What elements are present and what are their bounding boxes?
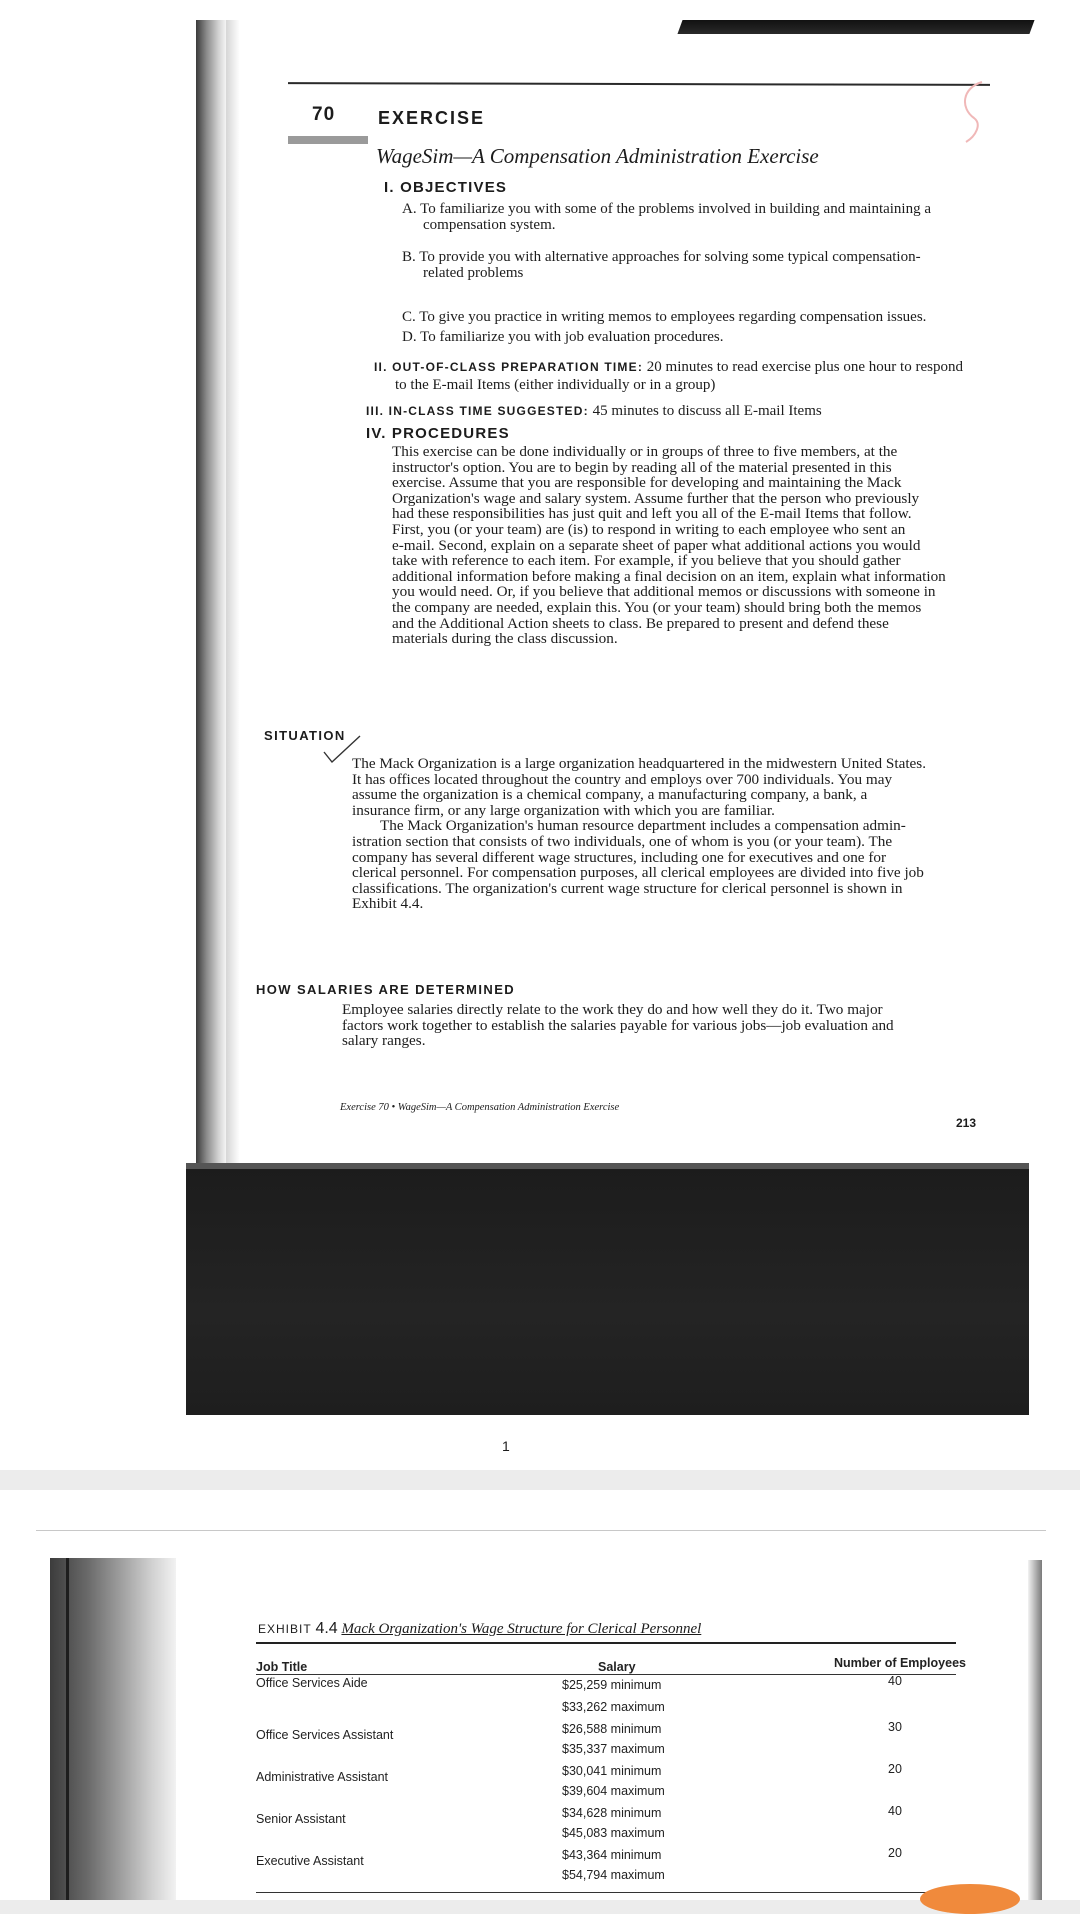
situation-line: assume the organization is a chemical company, a manufacturing company, a bank, a bbox=[352, 786, 868, 804]
objective-label: A. bbox=[402, 201, 417, 217]
exhibit-title bbox=[258, 1620, 701, 1638]
table-row-job-title: Executive Assistant bbox=[256, 1854, 364, 1868]
procedures-line: the company are needed, explain this. You (or your team) should bring both the memos bbox=[392, 598, 922, 616]
procedures-line: First, you (or your team) are (is) to respond in writing to each employee who sent an bbox=[392, 520, 906, 538]
header-salary: Salary bbox=[598, 1660, 636, 1674]
objective-b-cont: related problems bbox=[423, 265, 524, 281]
situation-line: classifications. The organization's current wage structure for clerical personnel is shown in bbox=[352, 879, 903, 897]
procedures-line: and the Additional Action sheets to class. Be prepared to present and defend these bbox=[392, 614, 889, 632]
procedures-line: This exercise can be done individually or in groups of three to five members, at the bbox=[392, 443, 898, 460]
chapter-number: 70 bbox=[312, 104, 336, 125]
in-class-text: 45 minutes to discuss all E-mail Items bbox=[592, 403, 822, 419]
spine-edge bbox=[66, 1558, 69, 1900]
table-row-job-title: Senior Assistant bbox=[256, 1812, 346, 1826]
salaries-paragraph bbox=[342, 1002, 960, 1049]
procedures-line: take with reference to each item. For example, if you believe that you should gather bbox=[392, 552, 901, 570]
table-row-salary-min: $25,259 minimum bbox=[562, 1678, 662, 1692]
objective-label: B. bbox=[402, 249, 416, 265]
table-row-employees: 20 bbox=[888, 1846, 902, 1860]
objective-d bbox=[402, 330, 724, 346]
salaries-line: factors work together to establish the salaries payable for various jobs—job evaluation and bbox=[342, 1016, 894, 1034]
table-row-salary-min: $30,041 minimum bbox=[562, 1764, 662, 1778]
orange-sticker bbox=[920, 1884, 1020, 1914]
procedures-line: Organization's wage and salary system. Assume further that the person who previously bbox=[392, 489, 920, 507]
situation-line: clerical personnel. For compensation purposes, all clerical employees are divided into five job bbox=[352, 864, 924, 882]
in-class-heading: III. IN-CLASS TIME SUGGESTED: bbox=[366, 404, 589, 418]
table-row-salary-min: $43,364 minimum bbox=[562, 1848, 662, 1862]
table-row-salary-max: $33,262 maximum bbox=[562, 1700, 665, 1714]
pen-mark bbox=[952, 78, 992, 148]
situation-line: company has several different wage structures, including one for executives and one for bbox=[352, 848, 887, 866]
objective-text: To give you practice in writing memos to employees regarding compensation issues. bbox=[419, 309, 927, 325]
procedures-line: additional information before making a final decision on an item, explain what information bbox=[392, 567, 946, 585]
procedures-heading: IV. PROCEDURES bbox=[366, 425, 510, 442]
page-edge-shadow bbox=[1028, 1560, 1042, 1900]
table-row-salary-max: $54,794 maximum bbox=[562, 1868, 665, 1882]
situation-line: It has offices located throughout the country and employs over 700 individuals. You may bbox=[352, 770, 893, 788]
salaries-line: salary ranges. bbox=[342, 1032, 426, 1050]
situation-line: The Mack Organization's human resource department includes a compensation admin- bbox=[380, 817, 906, 835]
table-row-employees: 30 bbox=[888, 1720, 902, 1734]
page-footer: Exercise 70 • WageSim—A Compensation Administration Exercise bbox=[340, 1102, 620, 1113]
table-row-salary-min: $26,588 minimum bbox=[562, 1722, 662, 1736]
exhibit-label: EXHIBIT bbox=[258, 1622, 312, 1636]
situation-line: insurance firm, or any large organization with which you are familiar. bbox=[352, 801, 775, 819]
procedures-line: materials during the class discussion. bbox=[392, 630, 618, 648]
situation-paragraph bbox=[352, 756, 968, 912]
procedures-line: had these responsibilities has just quit and left you all of the E-mail Items that follow. bbox=[392, 505, 912, 523]
prep-time bbox=[374, 360, 963, 376]
table-row-job-title: Office Services Assistant bbox=[256, 1728, 394, 1742]
in-class-time bbox=[366, 404, 822, 420]
salaries-heading: HOW SALARIES ARE DETERMINED bbox=[256, 982, 516, 997]
objective-text: To provide you with alternative approaches for solving some typical compensation- bbox=[419, 249, 921, 265]
table-row-salary-min: $34,628 minimum bbox=[562, 1806, 662, 1820]
header-rule bbox=[288, 82, 990, 86]
objectives-heading: I. OBJECTIVES bbox=[384, 179, 508, 196]
objective-a bbox=[402, 202, 931, 218]
table-row-salary-max: $39,604 maximum bbox=[562, 1784, 665, 1798]
exhibit-caption: Mack Organization's Wage Structure for Clerical Personnel bbox=[341, 1621, 702, 1637]
scanned-page-2 bbox=[0, 1490, 1080, 1900]
exhibit-rule bbox=[256, 1642, 956, 1644]
prep-time-text: 20 minutes to read exercise plus one hour to respond bbox=[646, 359, 963, 375]
exercise-title: WageSim—A Compensation Administration Exercise bbox=[376, 144, 819, 168]
table-row-job-title: Administrative Assistant bbox=[256, 1770, 388, 1784]
objective-a-cont: compensation system. bbox=[423, 217, 556, 233]
objective-c bbox=[402, 310, 926, 326]
table-row-salary-max: $35,337 maximum bbox=[562, 1742, 665, 1756]
facing-page-edge bbox=[186, 1163, 1029, 1169]
procedures-line: instructor's option. You are to begin by reading all of the material presented in this bbox=[392, 458, 892, 476]
procedures-line: you would need. Or, if you believe that additional memos or discussions with someone in bbox=[392, 583, 936, 601]
situation-line: The Mack Organization is a large organization headquartered in the midwestern United States. bbox=[352, 755, 926, 772]
salaries-line: Employee salaries directly relate to the work they do and how well they do it. Two major bbox=[342, 1001, 883, 1018]
objective-label: D. bbox=[402, 329, 417, 345]
prep-time-heading: II. OUT-OF-CLASS PREPARATION TIME: bbox=[374, 360, 644, 374]
table-bottom-rule bbox=[256, 1892, 956, 1893]
situation-heading: SITUATION bbox=[264, 728, 346, 743]
situation-line: Exhibit 4.4. bbox=[352, 895, 424, 913]
table-row-employees: 40 bbox=[888, 1674, 902, 1688]
page-number: 213 bbox=[956, 1116, 977, 1130]
procedures-paragraph bbox=[392, 444, 976, 647]
procedures-line: e-mail. Second, explain on a separate sheet of paper what additional actions you would bbox=[392, 536, 921, 554]
table-row-employees: 40 bbox=[888, 1804, 902, 1818]
header-job-title: Job Title bbox=[256, 1660, 308, 1674]
table-row-salary-max: $45,083 maximum bbox=[562, 1826, 665, 1840]
header-employees: Number of Employees bbox=[834, 1656, 966, 1670]
exhibit-number: 4.4 bbox=[315, 1620, 338, 1637]
table-row-job-title: Office Services Aide bbox=[256, 1676, 368, 1690]
objective-text: To familiarize you with some of the problems involved in building and maintaining a bbox=[420, 201, 932, 217]
situation-line: istration section that consists of two individuals, one of whom is you (or your team). The bbox=[352, 832, 893, 850]
prep-time-cont: to the E-mail Items (either individually or in a group) bbox=[395, 377, 716, 393]
sheet-number: 1 bbox=[502, 1438, 510, 1454]
table-row-employees: 20 bbox=[888, 1762, 902, 1776]
procedures-line: exercise. Assume that you are responsible for developing and maintaining the Mack bbox=[392, 474, 902, 492]
objective-label: C. bbox=[402, 309, 416, 325]
objective-b bbox=[402, 250, 921, 266]
header-rule bbox=[256, 1674, 956, 1675]
chapter-label: EXERCISE bbox=[378, 108, 486, 128]
title-bar-decoration bbox=[288, 136, 368, 144]
page-top-rule bbox=[36, 1530, 1046, 1531]
objective-text: To familiarize you with job evaluation procedures. bbox=[420, 329, 724, 345]
page-edge-shadow bbox=[677, 20, 1034, 34]
facing-page-shadow bbox=[186, 1163, 1029, 1415]
